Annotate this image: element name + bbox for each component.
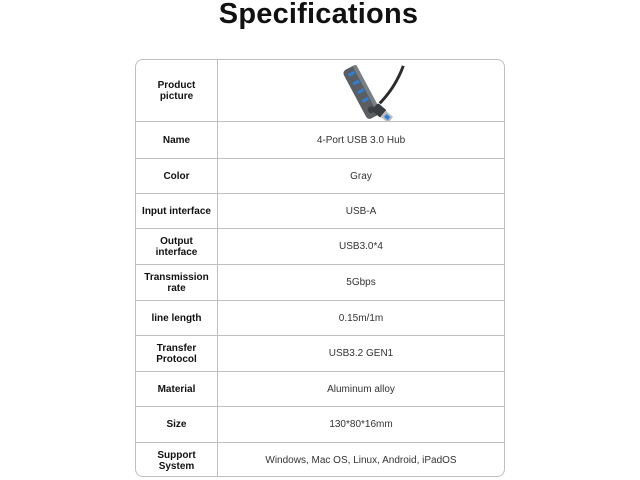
product-picture-label: Product picture	[136, 60, 218, 122]
input-interface-value: USB-A	[218, 194, 504, 229]
size-label: Size	[136, 407, 218, 443]
material-value: Aluminum alloy	[218, 372, 504, 407]
line-length-value: 0.15m/1m	[218, 301, 504, 336]
specifications-table	[135, 59, 505, 477]
name-label: Name	[136, 122, 218, 159]
product-picture-cell	[218, 60, 504, 122]
transmission-rate-label	[136, 265, 218, 301]
transmission-rate-label-line2: rate	[167, 282, 186, 294]
material-label: Material	[136, 372, 218, 407]
transfer-protocol-label	[136, 336, 218, 372]
size-value: 130*80*16mm	[218, 407, 504, 443]
transfer-protocol-label-line2: Protocol	[156, 353, 197, 365]
support-system-label-line1: Support	[157, 449, 196, 461]
name-value: 4-Port USB 3.0 Hub	[218, 122, 504, 159]
hub-cable	[380, 66, 404, 103]
support-system-label	[136, 443, 218, 477]
transmission-rate-value: 5Gbps	[218, 265, 504, 301]
output-interface-value: USB3.0*4	[218, 229, 504, 265]
usb-hub-image	[218, 60, 504, 121]
input-interface-label: Input interface	[136, 194, 218, 229]
support-system-label-line2: System	[158, 460, 195, 472]
line-length-label: line length	[136, 301, 218, 336]
output-interface-label: Output interface	[136, 229, 218, 265]
transfer-protocol-value: USB3.2 GEN1	[218, 336, 504, 372]
color-value: Gray	[218, 159, 504, 194]
transmission-rate-label-line1: Transmission	[144, 271, 209, 283]
color-label: Color	[136, 159, 218, 194]
page-title: Specifications	[218, 0, 419, 30]
support-system-value: Windows, Mac OS, Linux, Android, iPadOS	[265, 455, 457, 466]
transfer-protocol-label-line1: Transfer	[156, 342, 197, 354]
